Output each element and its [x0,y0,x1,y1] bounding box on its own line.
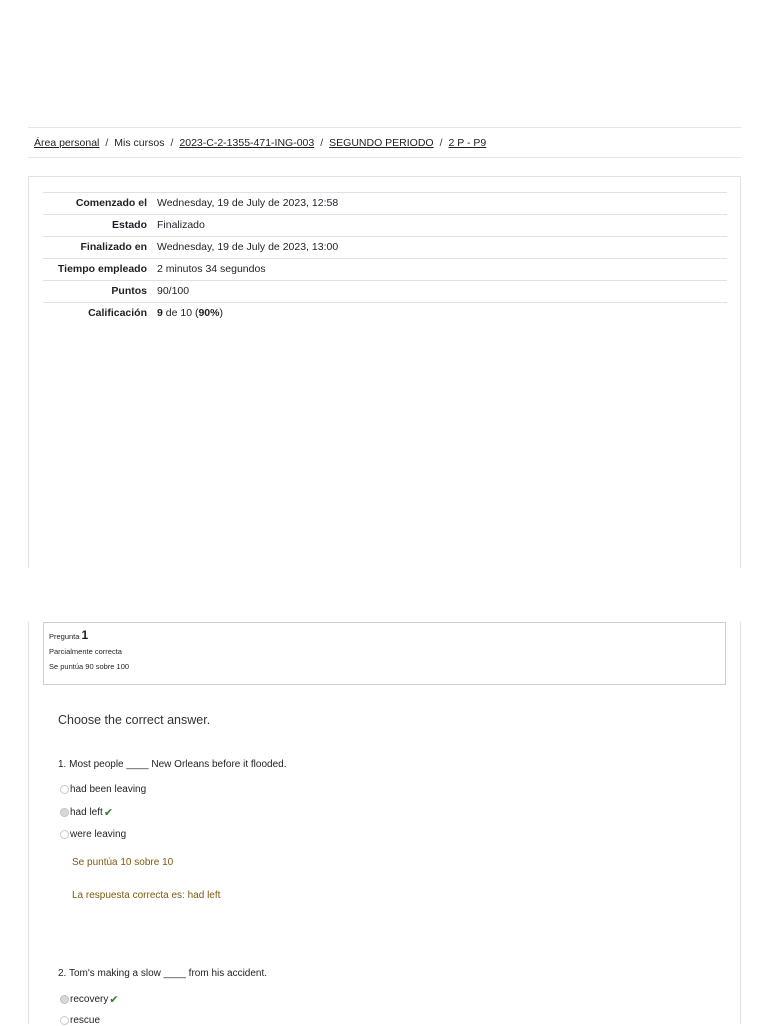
question-prefix: Pregunta [49,632,80,641]
check-icon: ✔ [109,994,119,1006]
summary-row-state [43,215,727,237]
question-info-box [43,622,726,685]
answer-option[interactable] [60,784,146,795]
answer-option[interactable] [60,829,126,840]
summary-label: Finalizado en [80,241,147,253]
breadcrumb-course[interactable]: 2023-C-2-1355-471-ING-003 [179,136,315,149]
question-item-text: 2. Tom's making a slow ____ from his accident. [58,968,268,979]
summary-row-finished [43,237,727,259]
question-number [49,628,720,644]
question-mark: Se puntúa 90 sobre 100 [49,662,130,671]
breadcrumb-separator: / [105,136,109,149]
answer-option[interactable] [60,806,113,819]
summary-label: Calificación [88,307,147,319]
radio-button[interactable] [60,785,69,794]
attempt-summary-panel [28,176,741,568]
summary-label: Puntos [111,285,147,297]
breadcrumb-separator: / [320,136,324,149]
question-prompt: Choose the correct answer. [58,713,211,727]
breadcrumb-mis-cursos: Mis cursos [114,136,165,149]
summary-row-grade [43,303,727,325]
breadcrumb-separator: / [170,136,174,149]
summary-value: 2 minutos 34 segundos [157,263,266,275]
answer-option-label: were leaving [70,829,127,840]
summary-label: Estado [111,219,147,231]
answer-option-label: had been leaving [70,784,147,795]
breadcrumb-separator: / [439,136,443,149]
summary-label: Comenzado el [75,197,147,209]
grade-end: ) [219,307,223,319]
summary-row-time [43,259,727,281]
grade-middle: de 10 ( [162,307,199,319]
feedback-correct-answer: La respuesta correcta es: had left [72,890,221,901]
radio-button[interactable] [60,830,69,839]
question-item-text: 1. Most people ____ New Orleans before it flooded. [58,759,287,770]
answer-option[interactable] [60,1015,100,1026]
summary-row-points [43,281,727,303]
summary-value: Wednesday, 19 de July de 2023, 13:00 [157,241,339,253]
summary-row-started [43,193,727,215]
summary-value: Finalizado [157,219,205,231]
answer-option-label: recovery [70,994,109,1005]
grade-score: 9 [157,307,163,319]
answer-option-label: rescue [70,1015,101,1026]
answer-option[interactable] [60,993,119,1006]
grade-percent: 90% [198,307,220,319]
breadcrumb-area-personal[interactable]: Área personal [34,136,100,149]
radio-button[interactable] [60,808,69,817]
breadcrumb-quiz[interactable]: 2 P - P9 [448,136,487,149]
question-number-value: 1 [81,628,89,642]
attempt-summary-table [43,192,727,324]
breadcrumb [28,127,741,158]
radio-button[interactable] [60,995,69,1004]
summary-label: Tiempo empleado [57,263,147,275]
check-icon: ✔ [103,807,114,819]
summary-value: Wednesday, 19 de July de 2023, 12:58 [157,197,339,209]
feedback-score: Se puntúa 10 sobre 10 [72,857,174,868]
answer-option-label: had left [70,807,103,818]
summary-grade-value [157,303,727,325]
question-state: Parcialmente correcta [49,647,122,656]
summary-value: 90/100 [157,285,190,297]
breadcrumb-period[interactable]: SEGUNDO PERIODO [329,136,434,149]
